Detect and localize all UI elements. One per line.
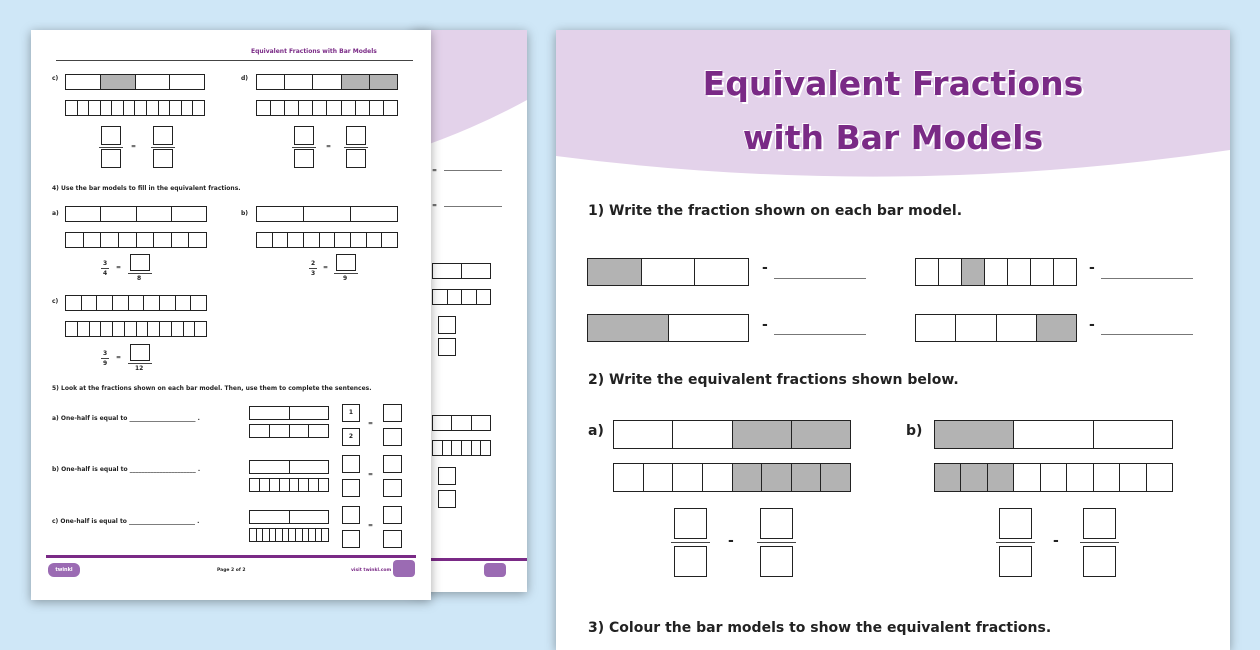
bar-model [915,314,1077,342]
question-1: 1) Write the fraction shown on each bar model. [588,203,963,219]
fraction-numerator-box[interactable] [342,455,360,473]
dash-sign: - [728,533,734,549]
fraction-bar [292,147,316,148]
bar-model [915,258,1077,286]
dash-sign: - [762,317,768,333]
fraction-bar [757,542,796,543]
back-equals-2: = [432,202,438,209]
back-fraction-box [438,490,456,508]
fraction-b-target-denominator: 9 [343,275,348,282]
answer-box[interactable] [130,254,150,271]
fraction-bar [101,358,109,359]
bar-model [256,232,398,248]
answer-box[interactable] [130,344,150,361]
worksheet-title-line-2: with Bar Models [742,118,1044,157]
bar-model [65,321,207,337]
bar-model [256,206,398,222]
fraction-bar [99,147,123,148]
sentence-c: c) One-half is equal to ______________________ . [52,518,200,525]
fraction-a-target-denominator: 8 [137,275,142,282]
footer-rule [46,555,416,558]
fraction-numerator-box[interactable] [294,126,314,145]
fraction-numerator-box[interactable] [101,126,121,145]
back-fraction-box [438,338,456,356]
bar-model [934,420,1173,449]
bar-model [249,424,329,438]
dash-sign: - [1053,533,1059,549]
bar-model [65,232,207,248]
back-equals-1: = [432,167,438,174]
fraction-numerator-box[interactable] [346,126,366,145]
fraction-c-denominator: 9 [103,360,108,367]
bar-model [249,460,329,474]
label-c: c) [52,298,59,305]
back-answer-line [444,170,502,171]
bar-model [613,463,851,492]
bar-model [65,100,205,116]
equals-sign: = [116,354,122,361]
answer-numerator-box[interactable] [383,455,402,473]
fraction-numerator-box[interactable] [674,508,707,539]
answer-line[interactable] [774,334,866,335]
fraction-a-numerator: 3 [103,260,108,267]
worksheet-page-1 [556,30,1230,650]
back-answer-line [444,206,502,207]
bar-model [65,295,207,311]
twinkl-logo: twinkl [48,563,80,577]
answer-denominator-box[interactable] [383,479,402,497]
fraction-bar [671,542,710,543]
sentence-b: b) One-half is equal to ______________________ . [52,466,201,473]
bar-model [587,258,749,286]
fraction-denominator-box[interactable] [346,149,366,168]
footer-site[interactable]: visit twinkl.com [351,568,392,573]
label-a: a) [52,210,59,217]
bar-model [249,510,329,524]
fraction-numerator-box[interactable] [999,508,1032,539]
fraction-bar [128,363,152,364]
label-d: d) [241,75,249,82]
answer-denominator-box[interactable] [383,530,402,548]
fraction-bar [128,273,152,274]
bar-model [249,406,329,420]
question-5: 5) Look at the fractions shown on each bar model. Then, use them to complete the sentences. [52,385,372,392]
answer-line[interactable] [1101,278,1193,279]
fraction-b-denominator: 3 [311,270,316,277]
answer-numerator-box[interactable] [383,404,402,422]
equals-sign: = [368,522,374,529]
page-number: Page 2 of 2 [217,568,246,573]
fraction-denominator-box[interactable] [760,546,793,577]
bar-model [249,528,329,542]
fraction-bar [309,268,317,269]
fraction-denominator-box[interactable] [101,149,121,168]
badge-icon [393,560,415,577]
bar-model [613,420,851,449]
label-c: c) [52,75,59,82]
fraction-bar [334,273,358,274]
fraction-denominator-box[interactable] [294,149,314,168]
equals-sign: = [368,471,374,478]
fraction-c-numerator: 3 [103,350,108,357]
bar-model [65,206,207,222]
equals-sign: = [116,264,122,271]
back-bar-model [432,289,491,305]
fraction-denominator-box[interactable] [999,546,1032,577]
bar-model [256,74,398,90]
fraction-a-denominator: 4 [103,270,108,277]
fraction-c-target-denominator: 12 [135,365,144,372]
back-fraction-box [438,316,456,334]
answer-denominator-box[interactable] [383,428,402,446]
back-bar-model [432,263,491,279]
fraction-bar [1080,542,1119,543]
fraction-b-numerator: 2 [311,260,316,267]
fraction-numerator-box[interactable] [342,506,360,524]
question-2: 2) Write the equivalent fractions shown below. [588,372,959,388]
fraction-denominator-box[interactable] [674,546,707,577]
fraction-bar [101,268,109,269]
worksheet-title-line-1: Equivalent Fractions [702,64,1084,103]
fraction-denominator-box[interactable] [1083,546,1116,577]
bar-model [256,100,398,116]
fraction-denominator-box[interactable] [342,479,360,497]
answer-line[interactable] [1101,334,1193,335]
fraction-numerator-box[interactable] [153,126,173,145]
back-fraction-box [438,467,456,485]
dash-sign: - [762,260,768,276]
label-a: a) [588,423,604,439]
equals-sign: = [368,420,374,427]
sentence-a: a) One-half is equal to ______________________ . [52,415,200,422]
fraction-bar [996,542,1035,543]
bar-model [934,463,1173,492]
question-4: 4) Use the bar models to fill in the equivalent fractions. [52,185,241,192]
half-numerator-box: 1 [342,404,360,422]
label-b: b) [906,423,923,439]
answer-line[interactable] [774,278,866,279]
question-3: 3) Colour the bar models to show the equivalent fractions. [588,620,1052,636]
back-twinkl-logo [484,563,506,577]
label-b: b) [241,210,249,217]
header-band [556,30,1230,190]
dash-sign: - [1089,317,1095,333]
answer-box[interactable] [336,254,356,271]
equals-sign: = [131,143,137,150]
fraction-numerator-box[interactable] [1083,508,1116,539]
half-denominator-box: 2 [342,428,360,446]
back-bar-model [432,415,491,431]
bar-model [587,314,749,342]
worksheet-page-2 [31,30,431,600]
equals-sign: = [323,264,329,271]
bar-model [249,478,329,492]
header-rule [56,60,413,61]
back-bar-model [432,440,491,456]
fraction-denominator-box[interactable] [153,149,173,168]
fraction-numerator-box[interactable] [760,508,793,539]
page-header-title: Equivalent Fractions with Bar Models [251,48,377,55]
bar-model [65,74,205,90]
equals-sign: = [326,143,332,150]
answer-numerator-box[interactable] [383,506,402,524]
fraction-denominator-box[interactable] [342,530,360,548]
fraction-bar [344,147,368,148]
dash-sign: - [1089,260,1095,276]
fraction-bar [151,147,175,148]
